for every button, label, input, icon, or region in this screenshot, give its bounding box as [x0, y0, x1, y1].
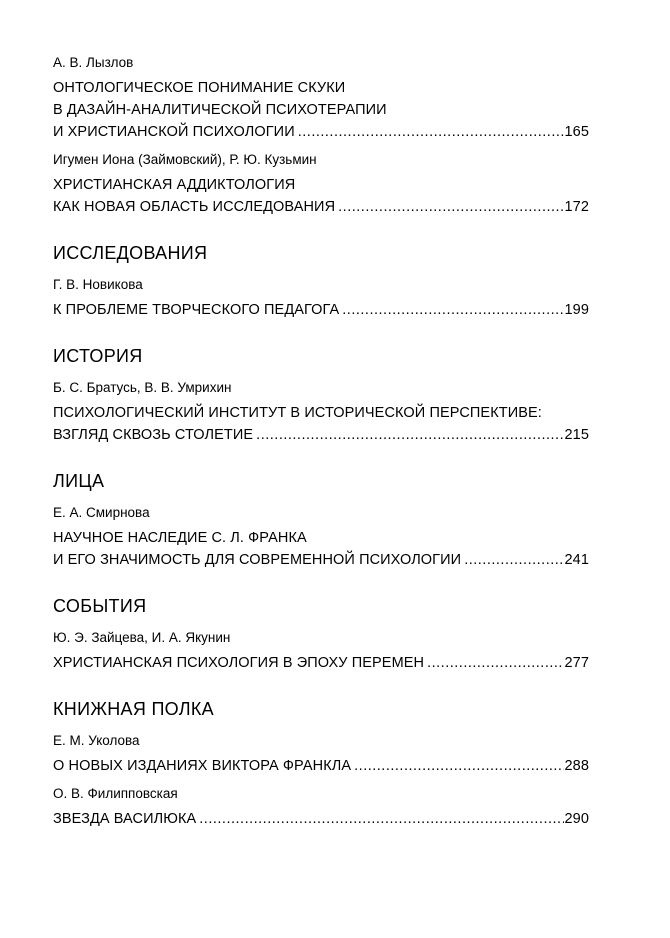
dot-leader: [354, 755, 563, 777]
entry-title-line: КАК НОВАЯ ОБЛАСТЬ ИССЛЕДОВАНИЯ: [53, 199, 336, 215]
entry-last-line: [53, 755, 589, 777]
section-title: ИСТОРИЯ: [53, 346, 143, 366]
dot-leader: [427, 652, 563, 674]
section-title: СОБЫТИЯ: [53, 596, 147, 616]
page-number: 241: [564, 552, 589, 568]
dot-leader: [464, 549, 563, 571]
entry-last-line: [53, 299, 589, 321]
entry-title-line: ОНТОЛОГИЧЕСКОЕ ПОНИМАНИЕ СКУКИ: [53, 80, 346, 96]
entry-title-line: О НОВЫХ ИЗДАНИЯХ ВИКТОРА ФРАНКЛА: [53, 758, 352, 774]
page-number: 290: [564, 811, 589, 827]
entry-title-line: ЗВЕЗДА ВАСИЛЮКА: [53, 811, 197, 827]
entry-author: Ю. Э. Зайцева, И. А. Якунин: [53, 630, 231, 645]
entry-author: Г. В. Новикова: [53, 277, 143, 292]
entry-author: Б. С. Братусь, В. В. Умрихин: [53, 380, 232, 395]
dot-leader: [256, 424, 563, 446]
toc-entry[interactable]: [53, 151, 589, 218]
toc-entry[interactable]: [53, 732, 589, 777]
section-title: ИССЛЕДОВАНИЯ: [53, 243, 208, 263]
entry-last-line: [53, 549, 589, 571]
toc-entry[interactable]: [53, 54, 589, 143]
entry-author: Е. А. Смирнова: [53, 505, 150, 520]
entry-title-line: К ПРОБЛЕМЕ ТВОРЧЕСКОГО ПЕДАГОГА: [53, 302, 340, 318]
dot-leader: [199, 808, 563, 830]
entry-title-line: ХРИСТИАНСКАЯ АДДИКТОЛОГИЯ: [53, 177, 296, 193]
entry-title-line: ВЗГЛЯД СКВОЗЬ СТОЛЕТИЕ: [53, 427, 254, 443]
entry-author: Е. М. Уколова: [53, 733, 140, 748]
section-title: КНИЖНАЯ ПОЛКА: [53, 699, 214, 719]
dot-leader: [342, 299, 563, 321]
toc-entry[interactable]: [53, 504, 589, 571]
dot-leader: [298, 121, 564, 143]
entry-last-line: [53, 121, 589, 143]
dot-leader: [338, 196, 563, 218]
entry-last-line: [53, 652, 589, 674]
page-number: 277: [564, 655, 589, 671]
entry-title-line: И ЕГО ЗНАЧИМОСТЬ ДЛЯ СОВРЕМЕННОЙ ПСИХОЛОГИИ: [53, 552, 462, 568]
page-number: 172: [564, 199, 589, 215]
entry-last-line: [53, 808, 589, 830]
page-number: 165: [564, 124, 589, 140]
table-of-contents: [53, 54, 589, 830]
entry-title-line: ПСИХОЛОГИЧЕСКИЙ ИНСТИТУТ В ИСТОРИЧЕСКОЙ ПЕРСПЕКТИВЕ:: [53, 405, 542, 421]
entry-author: Игумен Иона (Займовский), Р. Ю. Кузьмин: [53, 152, 317, 167]
toc-entry[interactable]: [53, 379, 589, 446]
toc-entry[interactable]: [53, 276, 589, 321]
entry-last-line: [53, 424, 589, 446]
toc-entry[interactable]: [53, 785, 589, 830]
page-number: 288: [564, 758, 589, 774]
entry-author: А. В. Лызлов: [53, 55, 134, 70]
entry-title-line: ХРИСТИАНСКАЯ ПСИХОЛОГИЯ В ЭПОХУ ПЕРЕМЕН: [53, 655, 425, 671]
entry-title-line: В ДАЗАЙН-АНАЛИТИЧЕСКОЙ ПСИХОТЕРАПИИ: [53, 102, 387, 118]
entry-last-line: [53, 196, 589, 218]
entry-title-line: НАУЧНОЕ НАСЛЕДИЕ С. Л. ФРАНКА: [53, 530, 307, 546]
section-title: ЛИЦА: [53, 471, 105, 491]
page-number: 215: [564, 427, 589, 443]
page-number: 199: [564, 302, 589, 318]
entry-author: О. В. Филипповская: [53, 786, 178, 801]
entry-title-line: И ХРИСТИАНСКОЙ ПСИХОЛОГИИ: [53, 124, 295, 140]
toc-entry[interactable]: [53, 629, 589, 674]
